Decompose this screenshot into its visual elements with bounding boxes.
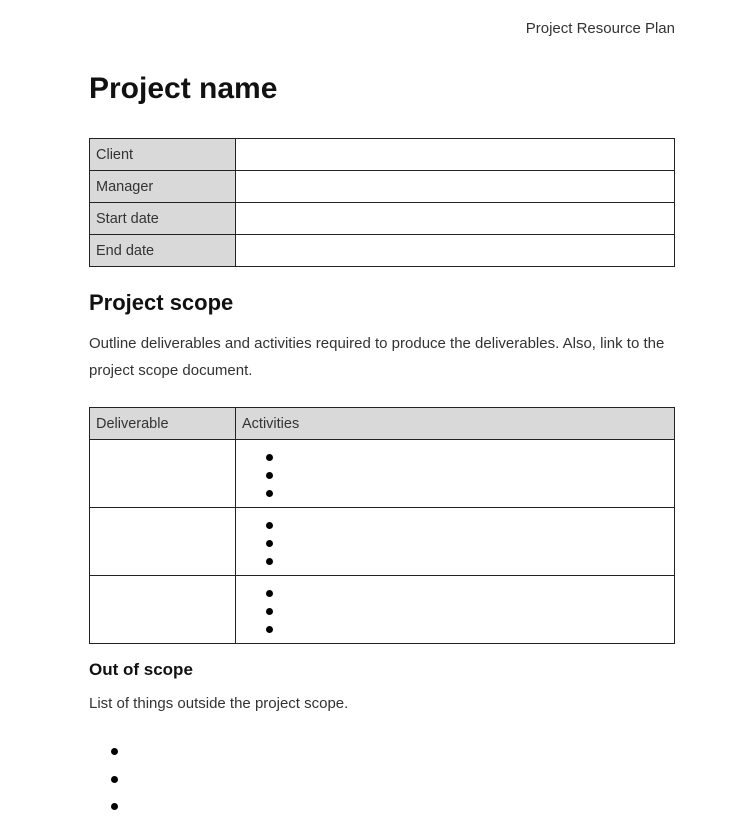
- list-item[interactable]: [266, 621, 674, 639]
- table-row: [90, 139, 675, 171]
- list-item[interactable]: [266, 603, 674, 621]
- list-item[interactable]: [266, 467, 674, 485]
- table-row: [90, 508, 675, 576]
- list-item[interactable]: [266, 485, 674, 503]
- document-header-title: Project Resource Plan: [525, 20, 675, 37]
- end-date-value-cell[interactable]: [236, 235, 675, 267]
- project-name-title[interactable]: Project name: [89, 72, 278, 105]
- deliverable-cell[interactable]: [90, 576, 236, 644]
- scope-table: [89, 407, 675, 644]
- list-item[interactable]: [266, 585, 674, 603]
- table-row: [90, 235, 675, 267]
- list-item[interactable]: [266, 553, 674, 571]
- activities-cell[interactable]: [236, 508, 675, 576]
- list-item[interactable]: [266, 449, 674, 467]
- end-date-label: End date: [90, 235, 236, 267]
- bullet-icon: [266, 558, 273, 565]
- client-value-cell[interactable]: [236, 139, 675, 171]
- bullet-icon: [111, 803, 118, 810]
- client-label: Client: [90, 139, 236, 171]
- table-row: [90, 171, 675, 203]
- bullet-icon: [266, 522, 273, 529]
- start-date-value-cell[interactable]: [236, 203, 675, 235]
- bullet-icon: [266, 472, 273, 479]
- table-row: [90, 576, 675, 644]
- manager-label: Manager: [90, 171, 236, 203]
- table-row: [90, 440, 675, 508]
- manager-value-cell[interactable]: [236, 171, 675, 203]
- bullet-icon: [266, 608, 273, 615]
- activities-cell[interactable]: [236, 576, 675, 644]
- deliverable-header: Deliverable: [90, 408, 236, 440]
- bullet-icon: [266, 590, 273, 597]
- bullet-icon: [111, 776, 118, 783]
- project-scope-description: Outline deliverables and activities required to produce the deliverables. Also, link to the project scope document.: [89, 335, 665, 379]
- out-of-scope-description: List of things outside the project scope.: [89, 695, 349, 712]
- bullet-icon: [266, 490, 273, 497]
- project-scope-heading: Project scope: [89, 290, 234, 315]
- list-item[interactable]: [266, 517, 674, 535]
- table-row: [90, 203, 675, 235]
- out-of-scope-heading: Out of scope: [89, 660, 193, 679]
- start-date-label: Start date: [90, 203, 236, 235]
- activities-list: [236, 508, 674, 571]
- bullet-icon: [111, 748, 118, 755]
- activities-list: [236, 576, 674, 639]
- activities-cell[interactable]: [236, 440, 675, 508]
- bullet-icon: [266, 540, 273, 547]
- deliverable-cell[interactable]: [90, 508, 236, 576]
- table-header-row: [90, 408, 675, 440]
- list-item[interactable]: [266, 535, 674, 553]
- project-info-table: [89, 138, 675, 267]
- deliverable-cell[interactable]: [90, 440, 236, 508]
- activities-list: [236, 440, 674, 503]
- bullet-icon: [266, 454, 273, 461]
- activities-header: Activities: [236, 408, 675, 440]
- bullet-icon: [266, 626, 273, 633]
